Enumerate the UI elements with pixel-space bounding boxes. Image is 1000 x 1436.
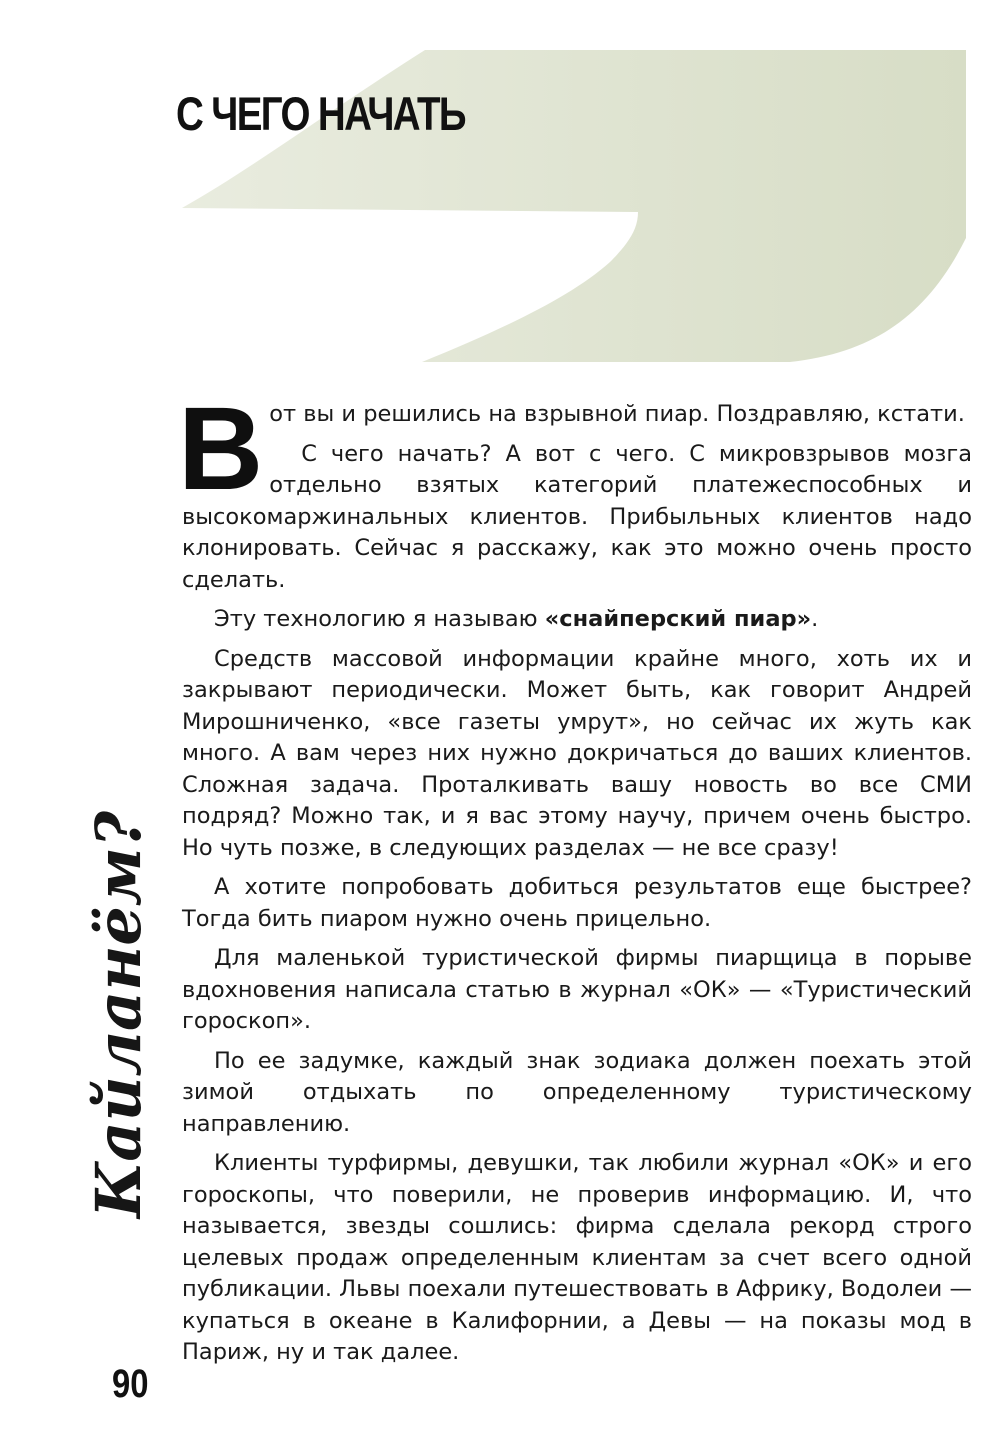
term-sniper-pr: «снайперский пиар» <box>544 606 812 632</box>
paragraph-3-text: Эту технологию я называю <box>214 606 545 632</box>
paragraph-2: С чего начать? А вот с чего. С микровзрывов мозга отдельно взятых категорий платежеспособных и высокомаржинальных клиентов. Прибыльных клиентов надо клонировать. Сейчас я расскажу, как это можно очень просто сделать. <box>182 440 972 593</box>
paragraph-1-text: от вы и решились на взрывной пиар. Поздравляю, кстати. <box>269 401 965 427</box>
dropcap-spacer <box>182 336 972 399</box>
dropcap-letter: В <box>178 383 264 515</box>
paragraph-6: Для маленькой туристической фирмы пиарщица в порыве вдохновения написала статью в журнал «ОК» — «Туристический гороскоп». <box>182 945 972 1034</box>
paragraph-3-end: . <box>811 606 819 632</box>
paragraph-7: По ее задумке, каждый знак зодиака должен поехать этой зимой отдыхать по определенному туристическому направлению. <box>182 1047 972 1137</box>
paragraph-8: Клиенты турфирмы, девушки, так любили журнал «ОК» и его гороскопы, что поверили, не проверив информацию. И, что называется, звезды сошлись: фирма сделала рекорд строго целевых продаж определенным клиентам за счет всего одной публикации. Львы поехали путешествовать в Африку, Водолеи — купаться в океане в Калифорнии, а Девы — на показы мод в Париж, ну и так далее. <box>182 1150 972 1365</box>
page-number: 90 <box>112 1362 149 1406</box>
vertical-series-label: Кайланём? <box>82 810 155 1218</box>
paragraph-3 <box>182 604 972 636</box>
header-background-shape <box>0 0 1000 380</box>
paragraph-5: А хотите попробовать добиться результатов еще быстрее? Тогда бить пиаром нужно очень прицельно. <box>182 874 972 932</box>
paragraph-4: Средств массовой информации крайне много, хоть их и закрывают периодически. Может быть, как говорит Андрей Мирошниченко, «все газеты умрут», но сейчас их жуть как много. А вам через них нужно докричаться до ваших клиентов. Сложная задача. Проталкивать вашу новость во все СМИ подряд? Можно так, и я вас этому научу, причем очень быстро. Но чуть позже, в следующих разделах — не все сразу! <box>182 645 972 861</box>
chapter-title: С ЧЕГО НАЧАТЬ <box>176 87 465 140</box>
body-text <box>178 336 972 1377</box>
paragraph-1 <box>178 336 972 515</box>
